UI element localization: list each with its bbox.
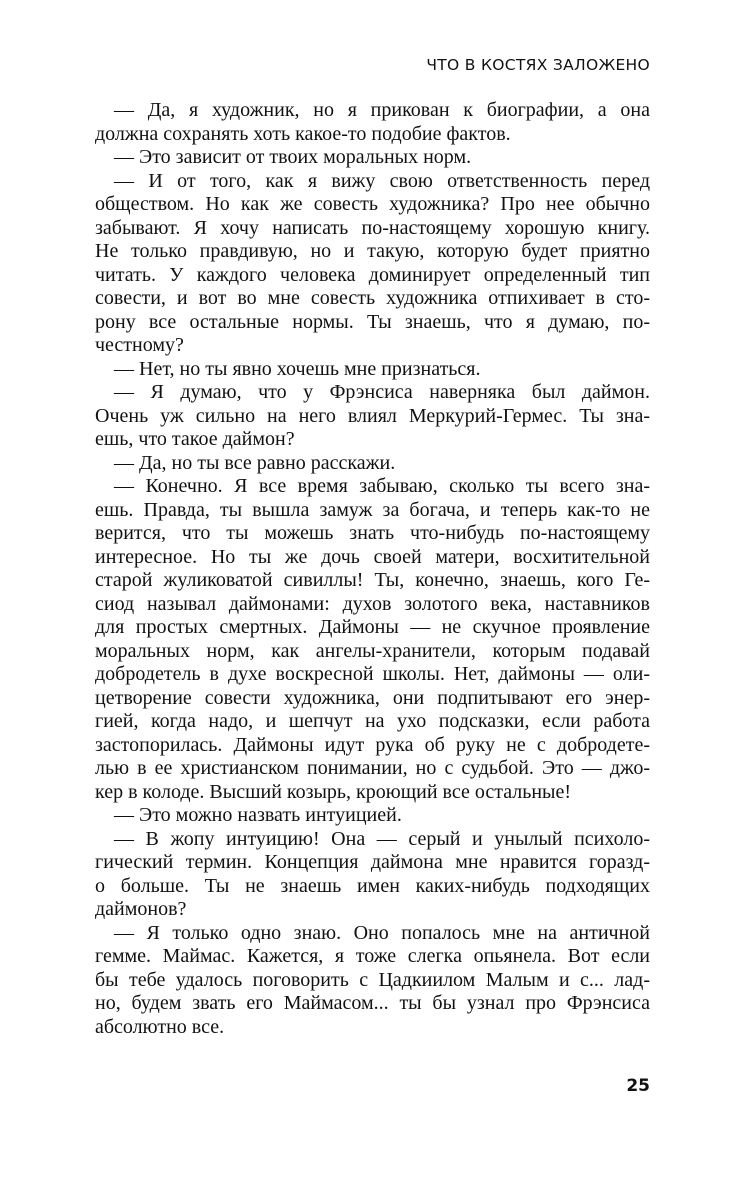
- text-line: добродетель в духе воскресной школы. Нет, даймоны — оли-: [95, 663, 650, 685]
- text-line: — Я думаю, что у Фрэнсиса наверняка был даймон.: [114, 381, 650, 403]
- text-line: интересное. Но ты же дочь своей матери, восхитительной: [95, 545, 650, 568]
- text-line: гический термин. Концепция даймона мне нравится горазд-: [95, 851, 650, 873]
- text-line: — Нет, но ты явно хочешь мне признаться.: [114, 357, 481, 380]
- text-line: гией, когда надо, и шепчут на ухо подсказки, если работа: [95, 710, 650, 732]
- text-line: о больше. Ты не знаешь имен каких-нибудь подходящих: [95, 874, 650, 897]
- text-line: читать. У каждого человека доминирует определенный тип: [95, 263, 650, 286]
- text-line: для простых смертных. Даймоны — не скучное проявление: [95, 616, 650, 638]
- text-line: забывают. Я хочу написать по-настоящему хорошую книгу.: [95, 216, 650, 239]
- text-line: моральных норм, как ангелы-хранители, которым подавай: [95, 639, 650, 662]
- text-line: ешь. Правда, ты вышла замуж за богача, и теперь как-то не: [95, 498, 650, 521]
- text-line: обществом. Но как же совесть художника? Про нее обычно: [95, 193, 650, 215]
- text-line: — Это зависит от твоих моральных норм.: [114, 146, 472, 168]
- running-head: ЧТО В КОСТЯХ ЗАЛОЖЕНО: [426, 56, 650, 74]
- text-line: верится, что ты можешь знать что-нибудь по-настоящему: [95, 522, 650, 544]
- text-line: кер в колоде. Высший козырь, кроющий все остальные!: [95, 780, 572, 803]
- page-number: 25: [626, 1076, 650, 1096]
- text-line: старой жуликоватой сивиллы! Ты, конечно, знаешь, кого Ге-: [95, 569, 650, 591]
- text-line: Не только правдивую, но и такую, которую будет приятно: [95, 240, 650, 262]
- text-line: — Да, я художник, но я прикован к биографии, а она: [114, 99, 650, 121]
- text-line: лью в ее христианском понимании, но с судьбой. Это — джо-: [95, 757, 650, 779]
- text-line: совести, и вот во мне совесть художника отпихивает в сто-: [95, 287, 650, 309]
- text-line: абсолютно все.: [95, 1015, 225, 1038]
- text-line: бы тебе удалось поговорить с Цадкиилом Малым и с... лад-: [95, 968, 650, 991]
- text-line: — И от того, как я вижу свою ответственность перед: [114, 169, 650, 192]
- text-line: рону все остальные нормы. Ты знаешь, что я думаю, по-: [95, 310, 650, 333]
- text-line: сиод называл даймонами: духов золотого века, наставников: [95, 592, 650, 615]
- text-line: — Конечно. Я все время забываю, сколько ты всего зна-: [114, 475, 650, 497]
- text-line: гемме. Маймас. Кажется, я тоже слегка опьянела. Вот если: [95, 945, 650, 967]
- text-line: но, будем звать его Маймасом... ты бы узнал про Фрэнсиса: [95, 992, 650, 1014]
- text-line: ешь, что такое даймон?: [95, 428, 295, 450]
- text-line: — Это можно назвать интуицией.: [114, 804, 402, 826]
- text-line: — Я только одно знаю. Оно попалось мне на античной: [114, 921, 650, 944]
- text-line: Очень уж сильно на него влиял Меркурий-Гермес. Ты зна-: [95, 404, 650, 427]
- text-line: честному?: [95, 334, 184, 356]
- text-line: даймонов?: [95, 898, 187, 920]
- text-line: цетворение совести художника, они подпитывают его энер-: [95, 686, 650, 709]
- body-text: [95, 99, 650, 1039]
- text-line: — Да, но ты все равно расскажи.: [114, 451, 396, 474]
- text-line: — В жопу интуицию! Она — серый и унылый психоло-: [114, 827, 650, 850]
- text-line: застопорилась. Даймоны идут рука об руку не с добродете-: [95, 733, 650, 756]
- text-line: должна сохранять хоть какое-то подобие фактов.: [95, 122, 511, 145]
